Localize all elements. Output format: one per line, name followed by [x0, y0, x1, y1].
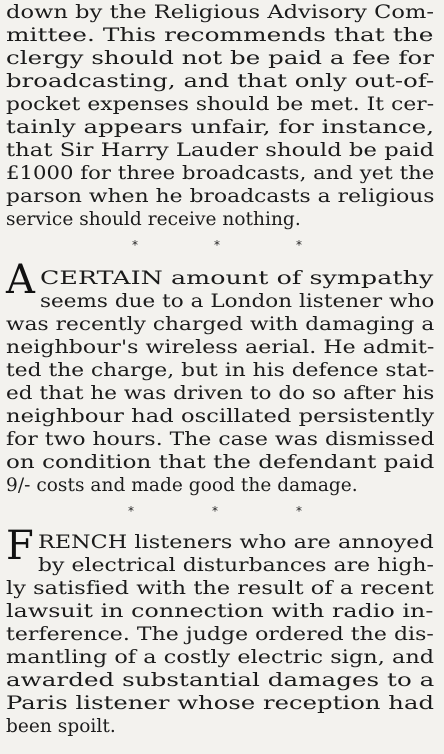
- paragraph-line: by electrical disturbances are high-: [38, 555, 435, 576]
- paragraph-line: parson when he broadcasts a religious: [6, 186, 435, 207]
- section-separator: [0, 502, 444, 522]
- paragraph-line: on condition that the defendant paid: [6, 452, 435, 473]
- paragraph-line: neighbour had oscillated persistently: [6, 406, 435, 427]
- paragraph-line: down by the Religious Advisory Com-: [6, 2, 435, 23]
- paragraph-line: neighbour's wireless aerial. He admit-: [6, 337, 435, 358]
- paragraph-line: mittee. This recommends that the: [6, 25, 434, 46]
- separator-star: *: [132, 238, 138, 252]
- separator-star: *: [214, 238, 220, 252]
- paragraph-line: pocket expenses should be met. It cer-: [6, 94, 435, 115]
- paragraph-line: tainly appears unfair, for instance,: [6, 117, 435, 138]
- separator-star: *: [128, 504, 134, 518]
- paragraph-line: 9/- costs and made good the damage.: [6, 475, 358, 496]
- separator-star: *: [296, 238, 302, 252]
- paragraph-line: ly satisfied with the result of a recent: [6, 578, 434, 599]
- paragraph-line: £1000 for three broadcasts, and yet the: [6, 163, 435, 184]
- paragraph-line: that Sir Harry Lauder should be paid: [6, 140, 435, 161]
- paragraph-line: ed that he was driven to do so after his: [6, 383, 435, 404]
- paragraph-line: for two hours. The case was dismissed: [6, 429, 435, 450]
- paragraph-line: RENCH listeners who are annoyed: [38, 532, 434, 553]
- paragraph-line: terference. The judge ordered the dis-: [6, 624, 434, 645]
- paragraph-line: lawsuit in connection with radio in-: [6, 601, 434, 622]
- section-separator: [0, 236, 444, 256]
- separator-star: *: [296, 504, 302, 518]
- drop-cap: A: [6, 257, 35, 303]
- paragraph-line: CERTAIN amount of sympathy: [40, 268, 434, 289]
- paragraph-line: been spoilt.: [6, 716, 116, 737]
- paragraph-line: clergy should not be paid a fee for: [6, 48, 435, 69]
- paragraph-line: Paris listener whose reception had: [6, 693, 435, 714]
- paragraph-line: ted the charge, but in his defence stat-: [6, 360, 435, 381]
- separator-star: *: [212, 504, 218, 518]
- paragraph-line: awarded substantial damages to a: [6, 670, 435, 691]
- paragraph-line: seems due to a London listener who: [40, 291, 435, 312]
- paragraph-line: broadcasting, and that only out-of-: [6, 71, 435, 92]
- drop-cap: F: [6, 523, 34, 569]
- paragraph-line: was recently charged with damaging a: [6, 314, 435, 335]
- paragraph-line: service should receive nothing.: [6, 209, 301, 230]
- paragraph-line: mantling of a costly electric sign, and: [6, 647, 435, 668]
